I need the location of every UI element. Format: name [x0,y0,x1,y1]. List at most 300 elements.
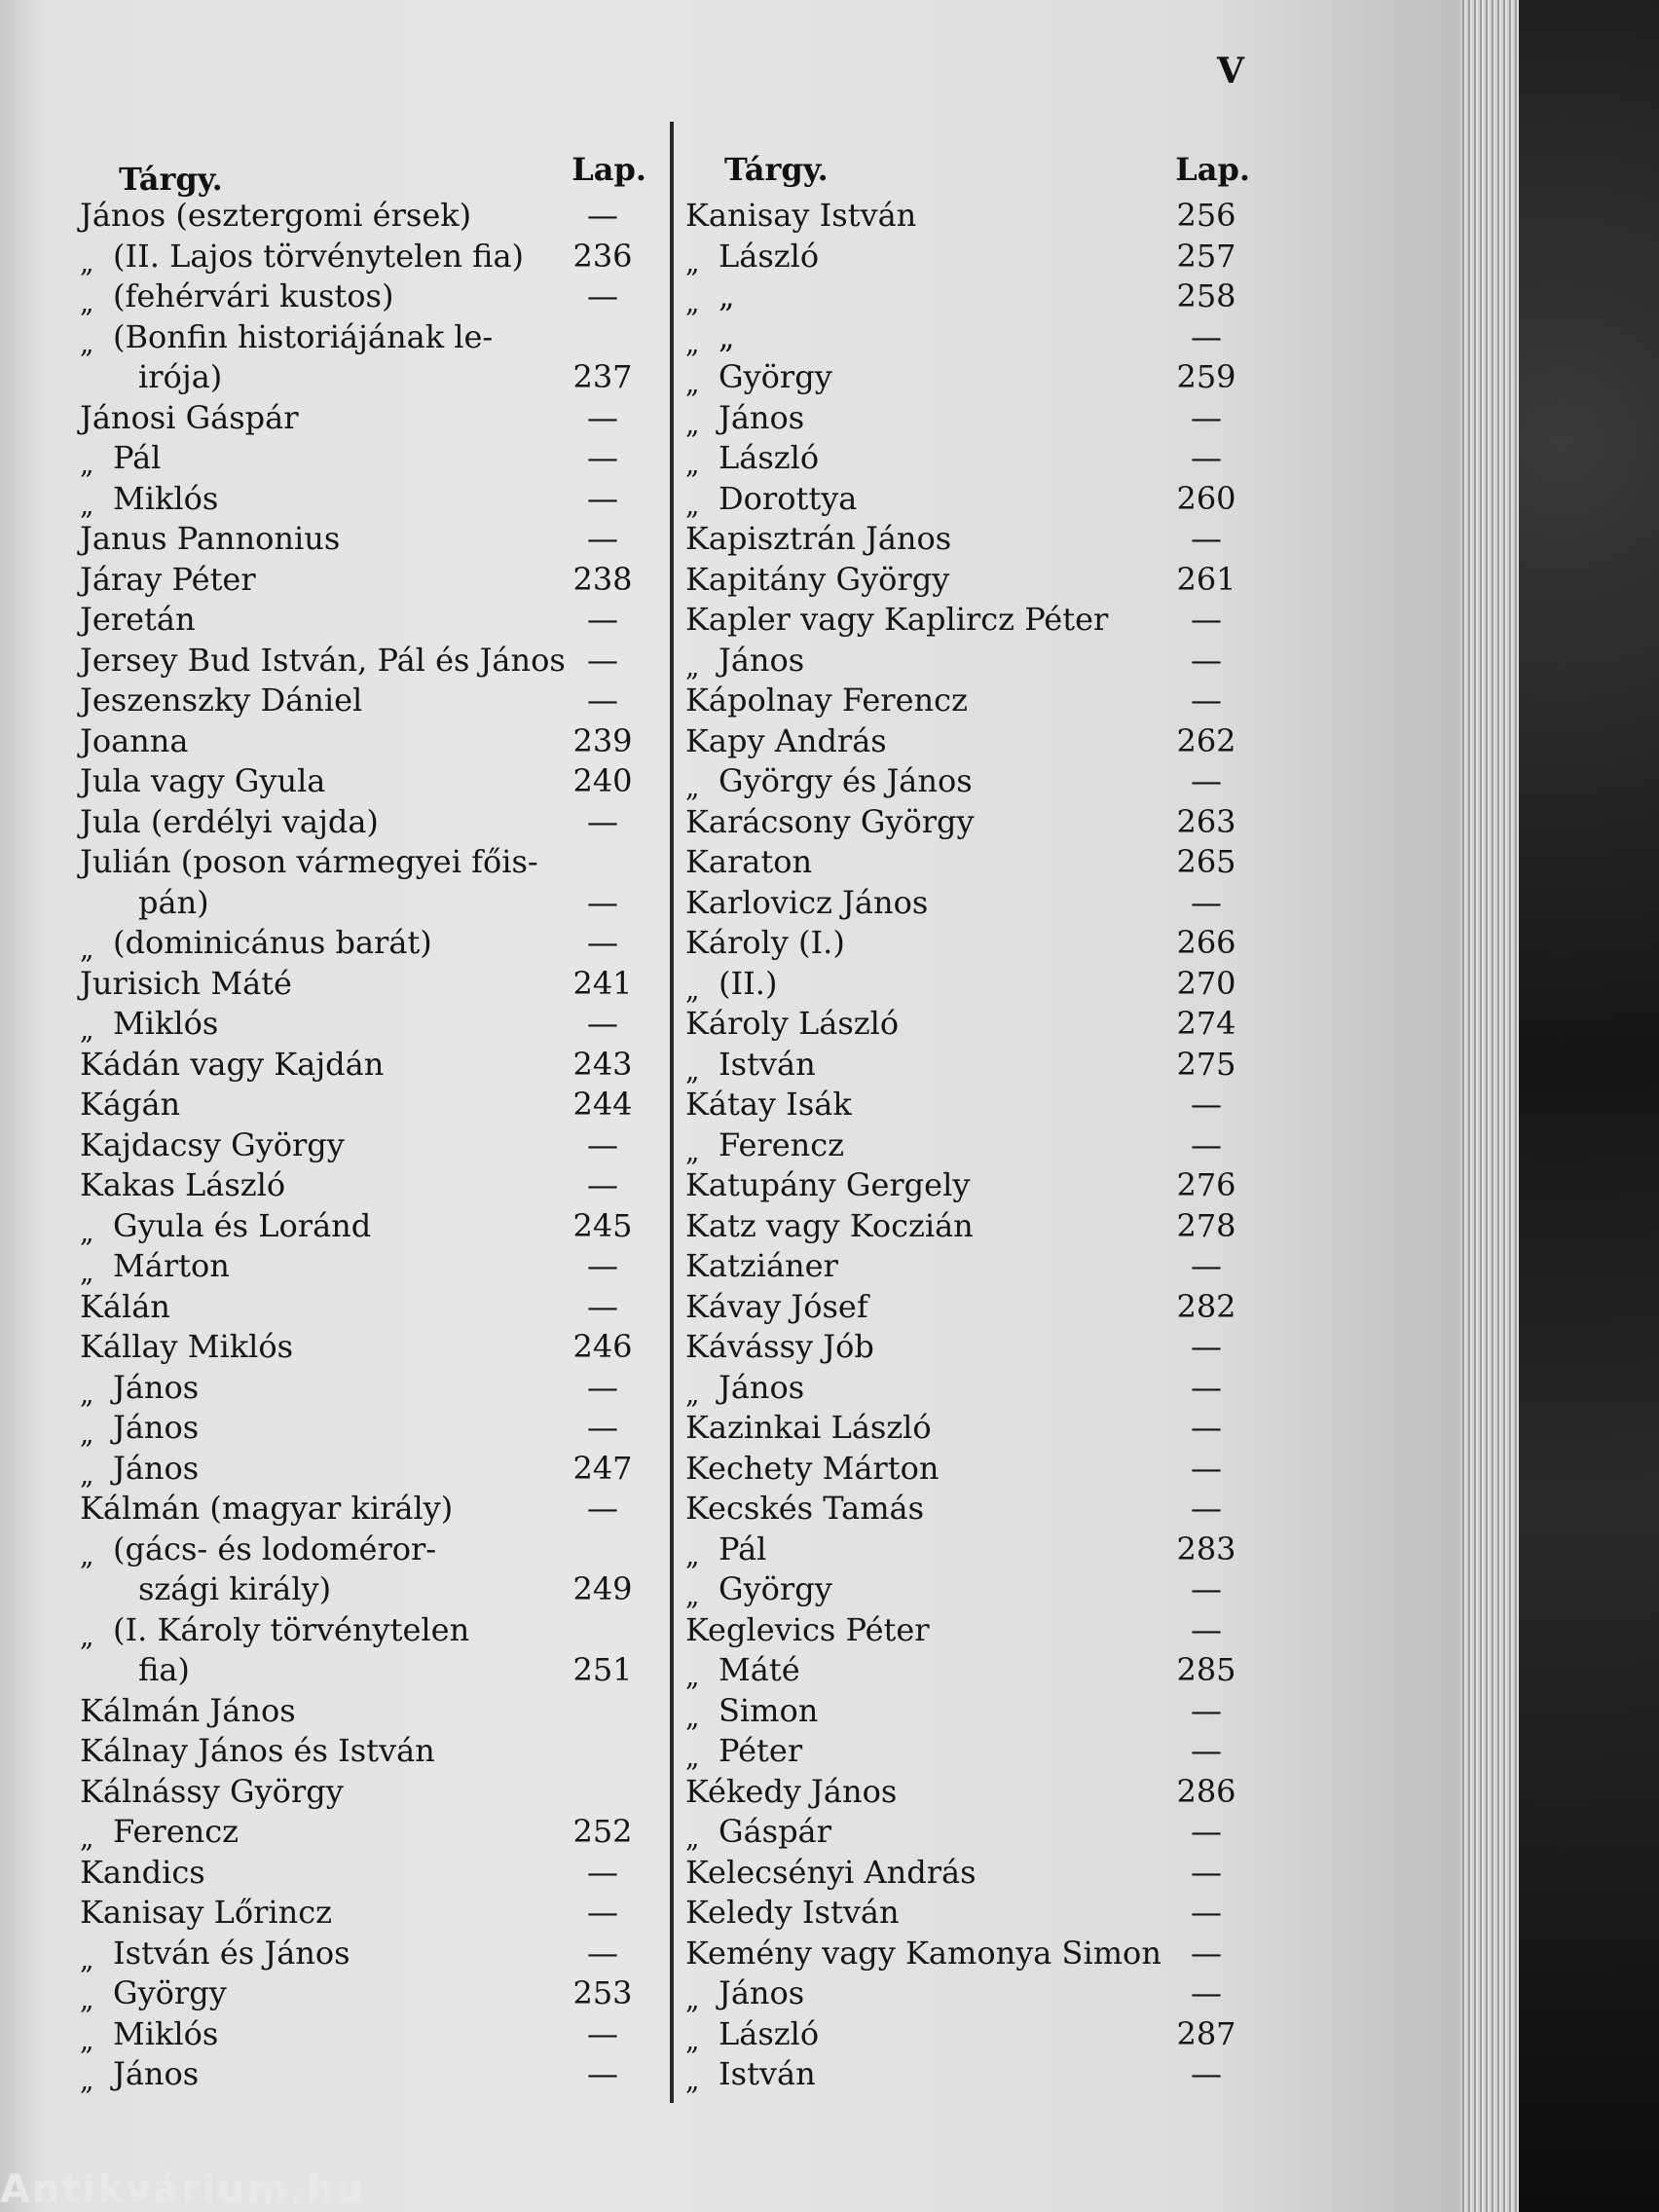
entry-subject: Jeszenszky Dániel [80,682,363,719]
entry-page: — [1191,1691,1222,1729]
ditto-mark: „ [685,1377,700,1410]
entry-page: 246 [572,1328,633,1365]
entry-page: — [1191,1570,1222,1607]
index-entry [80,923,656,964]
ditto-mark: „ [80,1983,94,2015]
entry-page: — [1191,641,1222,679]
page-number: V [1217,51,1244,92]
index-entry [685,1206,1260,1247]
ditto-mark: „ [80,1215,94,1248]
index-entry [685,681,1260,721]
entry-page: — [587,1247,618,1284]
column-divider [670,122,674,2103]
index-entry [685,1691,1260,1732]
entry-subject: „ [719,277,735,314]
entry-subject: György [719,358,832,395]
subject-heading: Tárgy. [724,151,829,188]
entry-page: 274 [1176,1005,1236,1042]
index-entry [80,1408,656,1449]
index-entry [685,1893,1260,1934]
ditto-mark: „ [80,1822,94,1854]
entry-subject: Ferencz [113,1813,240,1850]
entry-subject: Máté [719,1651,800,1688]
right-column [685,151,1260,2095]
ditto-mark: „ [80,2023,94,2056]
entry-subject: Kakas László [80,1166,286,1203]
entry-page: 258 [1176,277,1236,314]
entry-subject: László [719,237,820,275]
index-entry [685,237,1260,277]
ditto-mark: „ [685,407,700,440]
entry-subject: Julián (poson vármegyei főis- [80,843,538,880]
entry-subject: Kálnay János és István [80,1732,435,1769]
entry-subject: János (esztergomi érsek) [80,197,472,234]
ditto-mark: „ [685,1700,700,1733]
entry-subject: István [719,1045,816,1083]
entry-page: 278 [1176,1206,1236,1244]
ditto-mark: „ [80,488,94,521]
entry-page: — [587,2055,618,2092]
entry-subject: Ferencz [719,1125,845,1163]
index-entry [80,1165,656,1206]
entry-subject: János [719,398,805,436]
entry-page: — [587,2014,618,2052]
index-entry [685,1368,1260,1409]
index-entry [685,1973,1260,2014]
index-entry [80,721,656,762]
index-entry [80,761,656,802]
entry-subject: Kandics [80,1853,205,1891]
entry-page: — [587,520,618,557]
entry-page: 265 [1176,843,1236,880]
entry-page: — [1191,1813,1222,1850]
entry-subject: Járay Péter [80,560,256,598]
entry-page: — [587,1894,618,1931]
ditto-mark: „ [80,286,94,318]
entry-subject: Kanisay István [685,197,917,234]
index-entry [685,1650,1260,1691]
entry-page: — [1191,1974,1222,2011]
index-entry [685,1085,1260,1125]
entry-page: 249 [572,1570,633,1607]
index-entry [80,1853,656,1894]
right-index-list [685,196,1260,2095]
entry-subject: Simon [719,1691,819,1729]
index-entry [685,1934,1260,1974]
entry-page: 245 [572,1206,633,1244]
entry-subject: György és János [719,762,973,799]
entry-page: 287 [1176,2014,1236,2052]
entry-page: — [1191,1853,1222,1891]
index-entry [685,1731,1260,1772]
index-entry [80,519,656,560]
entry-subject: Kálmán (magyar király) [80,1490,454,1527]
index-entry [685,1772,1260,1813]
ditto-mark: „ [80,1256,94,1288]
entry-subject: Kápolnay Ferencz [685,682,968,719]
entry-page: — [1191,1894,1222,1931]
entry-subject: Kecskés Tamás [685,1490,925,1527]
entry-page: — [587,277,618,314]
index-entry [80,1125,656,1166]
entry-page: 262 [1176,721,1236,759]
index-entry [80,1327,656,1368]
index-entry [80,2054,656,2095]
ditto-mark: „ [685,2023,700,2056]
ditto-mark: „ [80,2064,94,2096]
ditto-mark: „ [685,1134,700,1167]
index-entry [80,479,656,520]
ditto-mark: „ [80,933,94,965]
index-entry [80,1530,656,1570]
entry-page: 282 [1176,1287,1236,1325]
entry-subject: Péter [719,1732,803,1769]
entry-subject: Kelecsényi András [685,1853,977,1891]
ditto-mark: „ [685,1660,700,1692]
index-entry [80,1045,656,1086]
index-entry [685,842,1260,883]
index-entry [80,1085,656,1125]
index-entry [80,842,656,883]
entry-subject: János [113,1449,200,1487]
entry-subject: Keglevics Péter [685,1610,930,1648]
ditto-mark: „ [80,448,94,480]
entry-subject: István [719,2055,816,2092]
entry-subject: István és János [113,1934,350,1972]
background [1519,0,1659,2212]
index-entry [80,317,656,358]
index-entry [80,883,656,924]
entry-page: 244 [572,1086,633,1123]
index-entry [685,1125,1260,1166]
entry-subject: János [113,1368,200,1406]
entry-subject: Kálmán János [80,1691,296,1729]
index-entry [80,1489,656,1530]
index-entry [685,721,1260,762]
entry-page: — [1191,520,1222,557]
ditto-mark: „ [685,488,700,521]
index-entry [685,923,1260,964]
ditto-mark: „ [685,771,700,803]
entry-page: 240 [572,762,633,799]
entry-subject: Miklós [113,479,219,517]
index-entry [685,357,1260,398]
ditto-mark: „ [685,326,700,359]
entry-subject: (gács- és lodoméror- [113,1530,437,1567]
entry-page: 260 [1176,479,1236,517]
index-entry [685,1449,1260,1490]
index-entry [80,1004,656,1045]
entry-page: — [587,1853,618,1891]
ditto-mark: „ [685,2064,700,2096]
index-entry [80,802,656,843]
entry-subject: Károly (I.) [685,924,845,961]
index-entry [685,1327,1260,1368]
entry-page: — [587,883,618,921]
index-entry [80,237,656,277]
entry-subject: irója) [138,358,223,395]
entry-page: 238 [572,560,633,598]
index-entry [80,1731,656,1772]
index-entry [685,1530,1260,1570]
entry-subject: Kálnássy György [80,1772,344,1810]
index-entry [80,641,656,682]
entry-page: — [1191,2055,1222,2092]
index-entry [685,398,1260,439]
entry-subject: Kágán [80,1086,181,1123]
ditto-mark: „ [685,1053,700,1087]
entry-page: — [1191,1934,1222,1972]
ditto-mark: „ [685,286,700,318]
entry-subject: János [113,2055,200,2092]
entry-page: — [587,1125,618,1163]
index-entry [685,317,1260,358]
index-entry [80,1610,656,1651]
index-entry [685,1004,1260,1045]
index-entry [685,641,1260,682]
entry-page: — [587,1005,618,1042]
entry-subject: Dorottya [719,479,858,517]
entry-page: — [1191,1449,1222,1487]
entry-subject: Márton [113,1247,230,1284]
entry-subject: Jurisich Máté [80,964,292,1002]
entry-subject: Pál [719,1530,767,1567]
ditto-mark: „ [685,649,700,682]
entry-subject: Károly László [685,1005,900,1042]
entry-subject: Pál [113,439,162,476]
index-entry [80,1650,656,1691]
ditto-mark: „ [80,1014,94,1046]
entry-subject: Kálán [80,1287,170,1325]
entry-subject: Kapitány György [685,560,950,598]
entry-subject: Jula (erdélyi vajda) [80,802,379,840]
index-entry [685,802,1260,843]
entry-page: 275 [1176,1045,1236,1083]
entry-subject: Kállay Miklós [80,1328,294,1365]
index-entry [685,1408,1260,1449]
ditto-mark: „ [685,973,700,1006]
entry-subject: Kátay Isák [685,1086,852,1123]
entry-subject: Karaton [685,843,813,880]
index-entry [685,600,1260,641]
entry-subject: (Bonfin historiájának le- [113,317,494,355]
entry-page: — [587,1934,618,1972]
index-entry [685,1569,1260,1610]
entry-subject: Jeretán [80,601,196,638]
entry-page: — [587,1490,618,1527]
entry-page: — [587,924,618,961]
entry-page: 259 [1176,358,1236,395]
entry-page: — [1191,317,1222,355]
left-column-header [80,151,656,196]
entry-subject: Kávássy Jób [685,1328,874,1365]
ditto-mark: „ [685,1983,700,2015]
index-entry [80,1368,656,1409]
entry-subject: Karlovicz János [685,883,929,921]
entry-subject: Janus Pannonius [80,520,341,557]
entry-page: 251 [572,1651,633,1688]
entry-page: 253 [572,1974,633,2011]
index-entry [80,560,656,601]
page-edges [1460,0,1519,2212]
index-entry [80,357,656,398]
index-entry [685,560,1260,601]
entry-subject: fia) [138,1651,190,1688]
left-index-list [80,196,656,2095]
entry-subject: János [113,1409,200,1446]
entry-page: — [1191,1368,1222,1406]
entry-page: — [587,641,618,679]
entry-subject: Jánosi Gáspár [80,398,299,436]
index-entry [80,1246,656,1287]
entry-page: — [1191,1247,1222,1284]
entry-page: — [587,601,618,638]
index-entry [80,398,656,439]
entry-page: 243 [572,1045,633,1083]
entry-page: 241 [572,964,633,1002]
entry-page: — [587,197,618,234]
index-entry [80,1934,656,1974]
entry-subject: Kapisztrán János [685,520,952,557]
entry-page: — [1191,439,1222,476]
entry-subject: János [719,1974,805,2011]
page-heading: Lap. [571,151,646,188]
entry-page: — [1191,1125,1222,1163]
ditto-mark: „ [685,448,700,480]
entry-subject: (II. Lajos törvénytelen fia) [113,237,524,275]
entry-subject: Jersey Bud István, Pál és János [80,641,566,679]
entry-page: — [1191,1409,1222,1446]
index-entry [685,1489,1260,1530]
entry-subject: György [113,1974,227,2011]
index-entry [685,1812,1260,1853]
entry-page: — [587,398,618,436]
entry-subject: Kanisay Lőrincz [80,1894,333,1931]
ditto-mark: „ [80,1377,94,1410]
right-column-header [685,151,1260,196]
entry-subject: Kávay Jósef [685,1287,868,1325]
entry-subject: (I. Károly törvénytelen [113,1610,470,1648]
entry-subject: Miklós [113,2014,219,2052]
index-entry [80,438,656,479]
entry-page: — [587,1287,618,1325]
entry-page: — [1191,682,1222,719]
entry-subject: Kajdacsy György [80,1125,345,1163]
entry-page: — [1191,1490,1222,1527]
index-entry [80,1772,656,1813]
subject-heading: Tárgy. [119,161,223,198]
index-entry [80,1691,656,1732]
entry-page: — [1191,1610,1222,1648]
ditto-mark: „ [80,326,94,359]
entry-subject: Kádán vagy Kajdán [80,1045,385,1083]
index-entry [685,1045,1260,1086]
page-heading: Lap. [1175,151,1250,188]
index-entry [80,196,656,237]
entry-page: — [587,479,618,517]
entry-page: 237 [572,358,633,395]
index-entry [80,1569,656,1610]
index-entry [80,1287,656,1328]
entry-page: 256 [1176,197,1236,234]
entry-page: 261 [1176,560,1236,598]
entry-page: — [587,1409,618,1446]
index-entry [685,196,1260,237]
ditto-mark: „ [685,1741,700,1773]
index-entry [80,1893,656,1934]
index-entry [685,2054,1260,2095]
index-entry [80,1449,656,1490]
ditto-mark: „ [80,1457,94,1491]
index-entry [80,1973,656,2014]
index-entry [80,964,656,1005]
index-entry [685,761,1260,802]
entry-subject: János [719,641,805,679]
index-entry [685,276,1260,317]
entry-subject: Keledy István [685,1894,900,1931]
entry-page: 266 [1176,924,1236,961]
entry-subject: László [719,439,820,476]
entry-subject: „ [719,317,735,355]
ditto-mark: „ [685,1579,700,1611]
entry-subject: Katupány Gergely [685,1166,971,1203]
entry-subject: Miklós [113,1005,219,1042]
entry-page: 252 [572,1813,633,1850]
index-entry [685,883,1260,924]
entry-page: — [1191,398,1222,436]
index-entry [80,681,656,721]
entry-page: 285 [1176,1651,1236,1688]
index-entry [80,600,656,641]
index-entry [685,1610,1260,1651]
index-entry [80,1812,656,1853]
entry-subject: Katziáner [685,1247,838,1284]
entry-subject: Jula vagy Gyula [80,762,326,799]
entry-page: 283 [1176,1530,1236,1567]
index-entry [685,1287,1260,1328]
entry-subject: Joanna [80,721,189,759]
ditto-mark: „ [80,1942,94,1975]
entry-page: — [1191,1086,1222,1123]
entry-page: — [587,1166,618,1203]
entry-page: — [587,1368,618,1406]
entry-page: 236 [572,237,633,275]
index-entry [685,1165,1260,1206]
entry-page: 270 [1176,964,1236,1002]
entry-subject: (fehérvári kustos) [113,277,394,314]
ditto-mark: „ [685,1538,700,1571]
entry-subject: szági király) [138,1570,332,1607]
left-column [80,151,656,2095]
entry-page: — [1191,762,1222,799]
entry-subject: János [719,1368,805,1406]
entry-subject: Katz vagy Koczián [685,1206,974,1244]
entry-page: — [1191,1732,1222,1769]
entry-page: 247 [572,1449,633,1487]
index-entry [80,2014,656,2055]
index-entry [80,1206,656,1247]
entry-page: — [1191,1328,1222,1365]
index-entry [80,276,656,317]
entry-subject: Karácsony György [685,802,975,840]
entry-page: 239 [572,721,633,759]
entry-page: 257 [1176,237,1236,275]
index-entry [685,964,1260,1005]
index-entry [685,438,1260,479]
entry-subject: Gáspár [719,1813,831,1850]
entry-page: — [1191,883,1222,921]
entry-subject: Kemény vagy Kamonya Simon [685,1934,1161,1972]
